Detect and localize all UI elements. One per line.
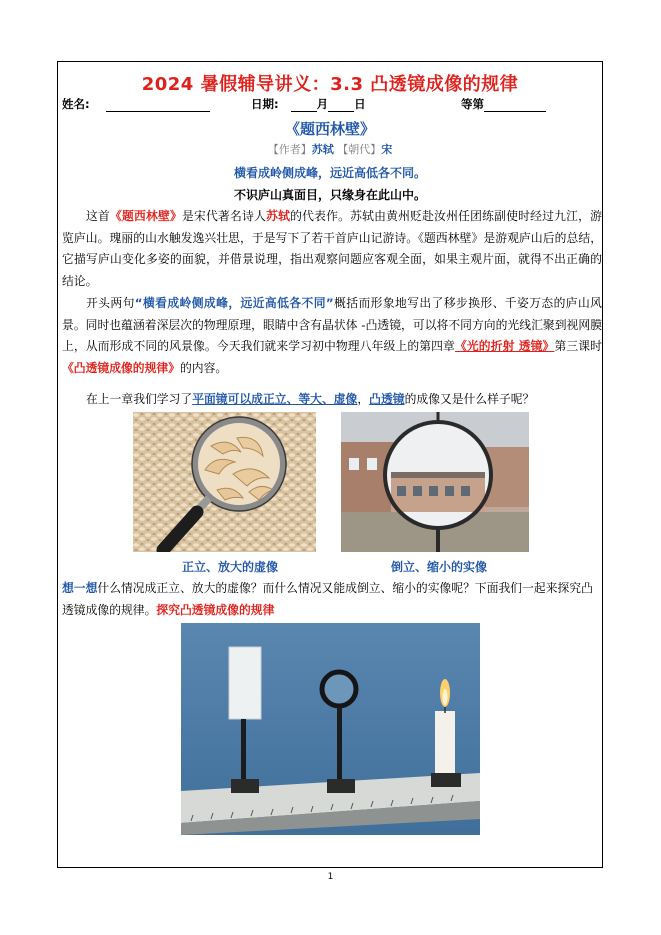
convex-lens-highlight: 凸透镜	[369, 392, 405, 406]
date-label: 日期:	[251, 97, 279, 111]
text-run: 这首	[86, 209, 111, 223]
name-label: 姓名:	[62, 97, 90, 111]
magnifier-cashews-image	[133, 412, 316, 552]
month-label: 月	[316, 97, 329, 111]
think-label: 想一想	[62, 581, 98, 595]
chapter-name-highlight: 《光的折射 透镜》	[454, 339, 555, 353]
question-paragraph	[62, 389, 602, 411]
poem-verse-2: 不识庐山真面目，只缘身在此山中。	[233, 188, 426, 202]
explore-heading: 探究凸透镜成像的规律	[156, 602, 275, 617]
name-field	[62, 96, 210, 112]
text-run: 的代表作。苏轼由黄州贬赴汝州任团练副使时经过九江，游览庐山。瑰丽的山水触发逸兴壮思，于是写下了若干首庐山记游诗。《题西林壁》是游观庐山后的总结，它描写庐山变化多姿的面貌，并借景说理，指出观察问题应客观全面，如果主观片面，就得不出正确的结论。	[62, 209, 602, 288]
day-label: 日	[354, 97, 366, 111]
lesson-name-highlight: 《凸透镜成像的规律》	[62, 360, 180, 375]
poem-author-line	[57, 141, 603, 157]
dynasty-tag: 【朝代】	[337, 143, 382, 156]
grade-field	[461, 96, 546, 112]
verse-quote-highlight: “横看成岭侧成峰，远近高低各不同”	[134, 296, 334, 310]
grade-blank	[484, 99, 546, 112]
optical-bench-photo	[181, 623, 480, 835]
text-run: 是宋代著名诗人	[182, 209, 267, 223]
poem-title: 《题西林壁》	[284, 120, 375, 138]
poem-author: 苏轼	[311, 143, 334, 156]
grade-label: 等第	[461, 97, 484, 111]
document-title: 2024 暑假辅导讲义：3.3 凸透镜成像的规律	[141, 74, 519, 95]
text-run: 的内容。	[179, 360, 228, 375]
intro-paragraph	[62, 206, 602, 292]
name-blank	[106, 99, 210, 112]
text-run: ，	[357, 392, 370, 406]
month-blank	[291, 99, 317, 112]
day-blank	[328, 99, 354, 112]
page-number: 1	[327, 872, 334, 882]
poet-name-highlight: 苏轼	[266, 209, 291, 223]
author-tag: 【作者】	[267, 143, 312, 156]
caption-virtual-image: 正立、放大的虚像	[182, 560, 279, 574]
physics-paragraph	[62, 293, 602, 379]
date-field	[251, 96, 366, 112]
poem-verse-1: 横看成岭侧成峰，远近高低各不同。	[233, 166, 426, 180]
text-run: 在上一章我们学习了	[86, 392, 193, 406]
text-run: 概括而形象地写出了移步换形、千姿万态的庐山风景。同时也蕴涵着深层次的物理原理，眼睛中含有晶状体 -凸透镜，可以将不同方向的光线汇聚到视网膜上，从而形成不同的风景像。今天我们就来学习初中物理八年级上的第四章	[62, 296, 602, 353]
text-run: 什么情况成正立、放大的虚像？而什么情况又能成倒立、缩小的实像呢？下面我们一起来探究凸透镜成像的规律。	[62, 581, 593, 617]
text-run: 开头两句	[86, 296, 135, 310]
caption-real-image: 倒立、缩小的实像	[391, 560, 488, 574]
text-run: 的成像又是什么样子呢？	[404, 392, 535, 406]
text-run: 第三课时	[554, 339, 602, 353]
think-paragraph	[62, 578, 602, 621]
inverted-image-lens-photo	[341, 412, 529, 552]
plane-mirror-highlight: 平面镜可以成正立、等大、虚像	[192, 392, 358, 406]
poem-dynasty: 宋	[381, 143, 393, 156]
poem-name-highlight: 《题西林壁》	[110, 209, 183, 223]
